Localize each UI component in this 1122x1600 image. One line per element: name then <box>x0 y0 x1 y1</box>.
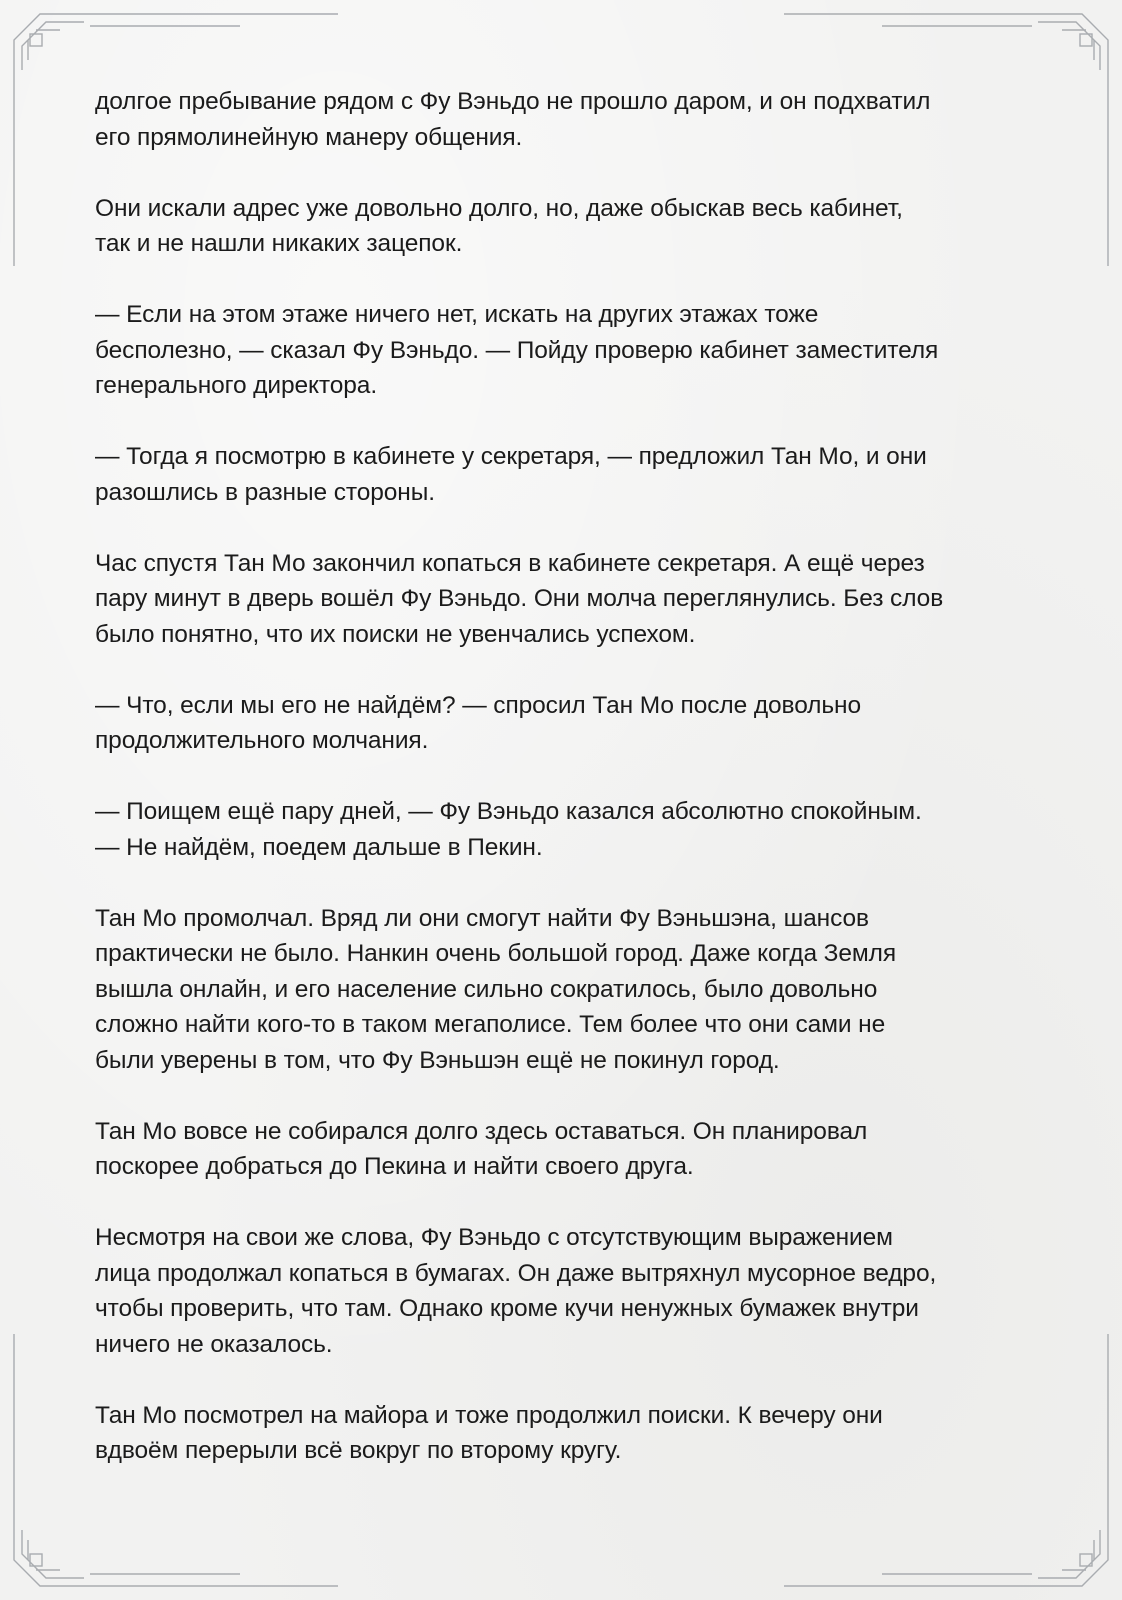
paragraph: Тан Мо промолчал. Вряд ли они смогут найти Фу Вэньшэна, шансов практически не было. Нанкин очень большой город. Даже когда Земля вышла онлайн, и его население сильно сократилось, было довольно сложно найти кого-то в таком мегаполисе. Тем более что они сами не были уверены в том, что Фу Вэньшэн ещё не покинул город. <box>95 904 897 1074</box>
paragraph: Час спустя Тан Мо закончил копаться в кабинете секретаря. А ещё через пару минут в дверь вошёл Фу Вэньдо. Они молча переглянулись. Без слов было понятно, что их поиски не увенчались успехом. <box>95 549 944 648</box>
chapter-text <box>95 84 1035 1504</box>
paragraph: долгое пребывание рядом с Фу Вэньдо не прошло даром, и он подхватил его прямолинейную манеру общения. <box>95 88 931 151</box>
paragraph: Тан Мо посмотрел на майора и тоже продолжил поиски. К вечеру они вдвоём перерыли всё вокруг по второму кругу. <box>95 1401 883 1464</box>
paragraph: — Что, если мы его не найдём? — спросил Тан Мо после довольно продолжительного молчания. <box>95 691 861 754</box>
paragraph: Они искали адрес уже довольно долго, но, даже обыскав весь кабинет, так и не нашли никаких зацепок. <box>95 194 903 257</box>
paragraph: — Поищем ещё пару дней, — Фу Вэньдо казался абсолютно спокойным. — Не найдём, поедем дальше в Пекин. <box>95 798 922 861</box>
paragraph: Тан Мо вовсе не собирался долго здесь оставаться. Он планировал поскорее добраться до Пекина и найти своего друга. <box>95 1117 868 1180</box>
paragraph: Несмотря на свои же слова, Фу Вэньдо с отсутствующим выражением лица продолжал копаться в бумагах. Он даже вытряхнул мусорное ведро, чтобы проверить, что там. Однако кроме кучи ненужных бумажек внутри ничего не оказалось. <box>95 1224 937 1358</box>
paragraph: — Если на этом этаже ничего нет, искать на других этажах тоже бесполезно, — сказал Фу Вэньдо. — Пойду проверю кабинет заместителя генерального директора. <box>95 301 939 399</box>
paragraph: — Тогда я посмотрю в кабинете у секретаря, — предложил Тан Мо, и они разошлись в разные стороны. <box>95 443 927 506</box>
